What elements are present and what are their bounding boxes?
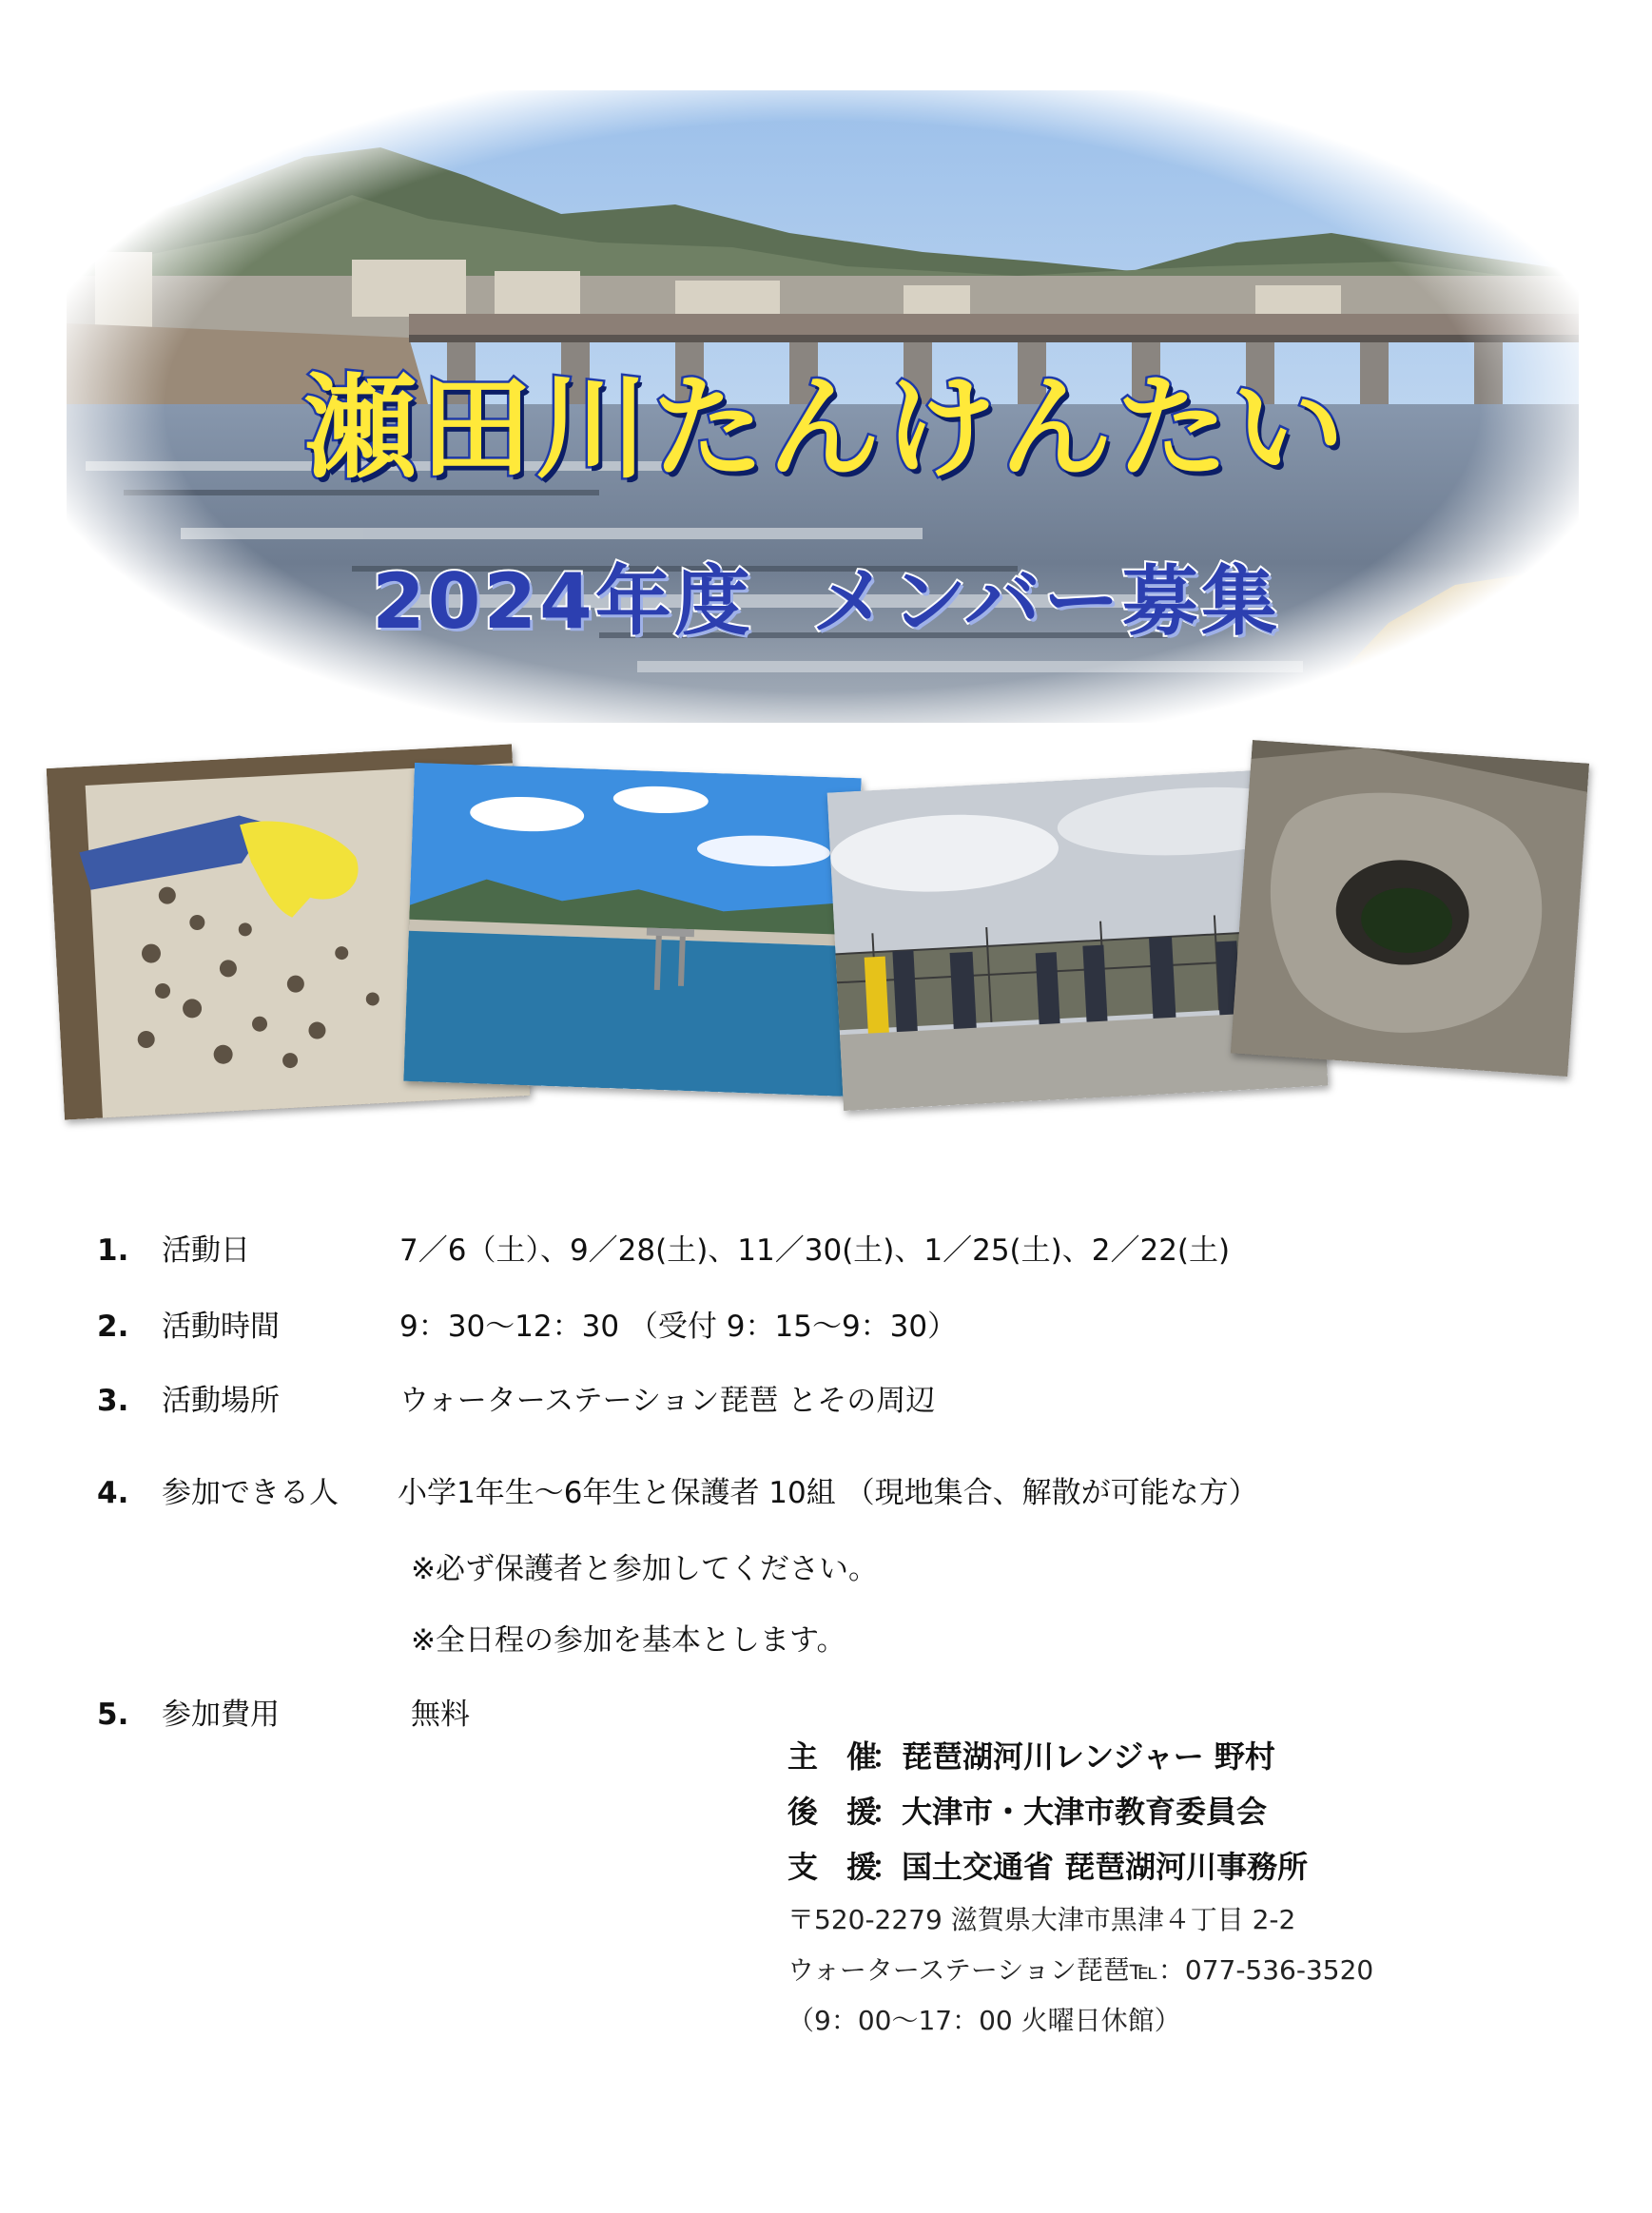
item-label: 活動日: [162, 1233, 250, 1268]
item-number: 3.: [97, 1384, 129, 1418]
photo-river-view: [403, 763, 861, 1097]
sponsor-text: ：国土交通省 琵琶湖河川事務所: [871, 1849, 1309, 1885]
item-number: 4.: [97, 1476, 129, 1510]
sponsor-role: 主催: [787, 1738, 906, 1775]
sponsor-text: ：大津市・大津市教育委員会: [871, 1794, 1268, 1830]
item-number: 2.: [97, 1310, 129, 1344]
sponsor-text: ：琵琶湖河川レンジャー 野村: [871, 1738, 1275, 1775]
contact-address: 〒520-2279 滋賀県大津市黒津４丁目 2-2: [787, 1904, 1296, 1935]
subtitle-year-suffix: 年度: [594, 557, 753, 646]
photo-pothole-rock: [1231, 740, 1589, 1077]
sponsor-role: 支援: [787, 1849, 906, 1885]
subtitle-recruit: メンバー募集: [811, 557, 1280, 646]
note-attendance: ※全日程の参加を基本とします。: [411, 1623, 846, 1658]
item-value: 無料: [411, 1698, 470, 1732]
sponsor-organizer: [787, 1733, 1275, 1776]
item-label: 参加費用: [162, 1698, 280, 1732]
contact-phone: ウォーターステーション琵琶℡：077-536-3520: [787, 1954, 1374, 1986]
item-value: ウォーターステーション琵琶 とその周辺: [399, 1384, 936, 1418]
item-value: 7／6（土）、9／28(土)、11／30(土)、1／25(土)、2／22(土): [399, 1233, 1231, 1268]
item-number: 1.: [97, 1233, 129, 1268]
subtitle: [0, 540, 1652, 650]
item-label: 活動場所: [162, 1384, 280, 1418]
note-guardian: ※必ず保護者と参加してください。: [411, 1552, 878, 1586]
sponsor-role: 後援: [787, 1794, 906, 1830]
main-title: 瀬田川たんけんたい: [303, 362, 1349, 494]
item-number: 5.: [97, 1698, 129, 1732]
item-value: 小学1年生～6年生と保護者 10組 （現地集合、解散が可能な方）: [398, 1476, 1258, 1510]
sponsor-supporter: [787, 1788, 1267, 1832]
item-label: 参加できる人: [162, 1476, 339, 1510]
sponsor-assistance: [787, 1843, 1308, 1887]
item-value: 9：30～12：30 （受付 9：15～9：30）: [399, 1310, 958, 1344]
subtitle-year: 2024: [372, 557, 595, 646]
contact-hours: （9：00～17：00 火曜日休館）: [787, 2005, 1181, 2036]
item-label: 活動時間: [162, 1310, 280, 1344]
